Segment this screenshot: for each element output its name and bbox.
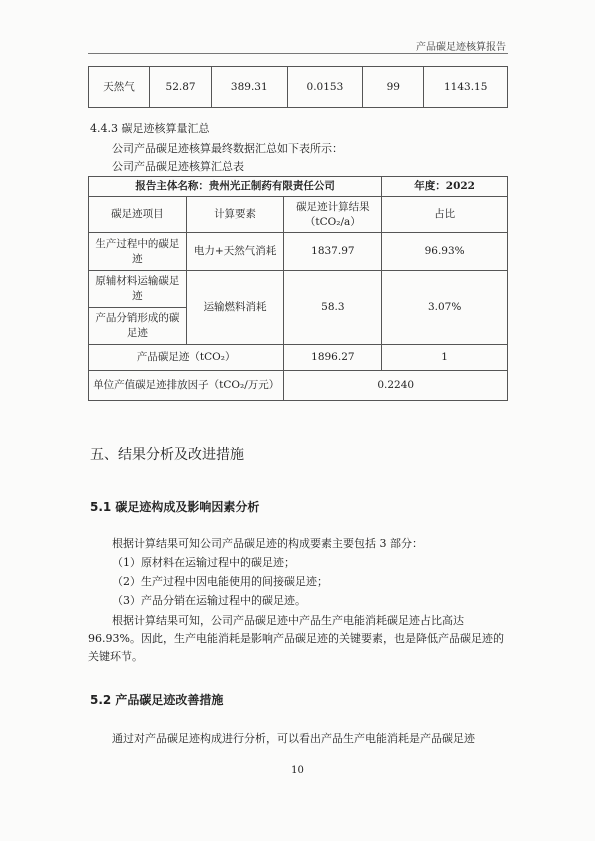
total-result: 1896.27: [284, 345, 382, 371]
table-row: [89, 271, 508, 308]
paragraph: 根据计算结果可知公司产品碳足迹的构成要素主要包括 3 部分：: [112, 537, 423, 550]
table-row: [89, 177, 508, 197]
row-result: 58.3: [284, 271, 382, 345]
table-cell: 99: [363, 67, 424, 108]
column-header: 碳足迹计算结果（tCO₂/a）: [284, 197, 382, 233]
row-share: 3.07%: [382, 271, 508, 345]
row-result: 1837.97: [284, 233, 382, 271]
list-item: （1）原材料在运输过程中的碳足迹；: [112, 556, 295, 569]
total-share: 1: [382, 345, 508, 371]
section-443-heading: 4.4.3 碳足迹核算量汇总: [90, 122, 210, 135]
page-number: 10: [291, 765, 304, 776]
summary-table: [88, 176, 508, 401]
unit-factor-value: 0.2240: [284, 371, 508, 401]
row-share: 96.93%: [382, 233, 508, 271]
report-year: 年度：2022: [382, 177, 508, 197]
table-cell: 1143.15: [424, 67, 508, 108]
table-row: [89, 233, 508, 271]
list-item: （3）产品分销在运输过程中的碳足迹。: [112, 594, 306, 607]
paragraph: 根据计算结果可知，公司产品碳足迹中产品生产电能消耗碳足迹占比高达96.93%。因此，生产电能消耗是影响产品碳足迹的关键要素，也是降低产品碳足迹的关键环节。: [88, 614, 504, 663]
section-443-intro: 公司产品碳足迹核算最终数据汇总如下表所示：: [112, 142, 343, 155]
paragraph: 通过对产品碳足迹构成进行分析，可以看出产品生产电能消耗是产品碳足迹: [112, 732, 475, 745]
report-subject: 报告主体名称：贵州光正制药有限责任公司: [89, 177, 382, 197]
column-header: 占比: [382, 197, 508, 233]
table-row: [89, 67, 508, 108]
row-item: 生产过程中的碳足迹: [89, 233, 187, 271]
section-51-heading: 5.1 碳足迹构成及影响因素分析: [90, 500, 260, 514]
list-item: （2）生产过程中因电能使用的间接碳足迹；: [112, 575, 328, 588]
total-label: 产品碳足迹（tCO₂）: [89, 345, 284, 371]
column-header: 计算要素: [186, 197, 284, 233]
table-cell: 0.0153: [287, 67, 363, 108]
table-cell: 389.31: [212, 67, 288, 108]
table-total-row: [89, 345, 508, 371]
unit-factor-label: 单位产值碳足迹排放因子（tCO₂/万元）: [89, 371, 284, 401]
section-5-heading: 五、结果分析及改进措施: [90, 447, 244, 463]
table-row: [89, 371, 508, 401]
table-caption: 公司产品碳足迹核算汇总表: [112, 160, 244, 173]
table-cell: 天然气: [89, 67, 150, 108]
section-52-heading: 5.2 产品碳足迹改善措施: [90, 693, 224, 707]
row-item: 原辅材料运输碳足迹: [89, 271, 187, 308]
column-header: 碳足迹项目: [89, 197, 187, 233]
page-header: 产品碳足迹核算报告: [416, 42, 506, 53]
row-factor: 运输燃料消耗: [186, 271, 284, 345]
header-rule: [88, 53, 508, 54]
fuel-table: [88, 66, 508, 108]
table-header-row: [89, 197, 508, 233]
table-cell: 52.87: [150, 67, 212, 108]
row-factor: 电力+天然气消耗: [186, 233, 284, 271]
row-item: 产品分销形成的碳足迹: [89, 308, 187, 345]
